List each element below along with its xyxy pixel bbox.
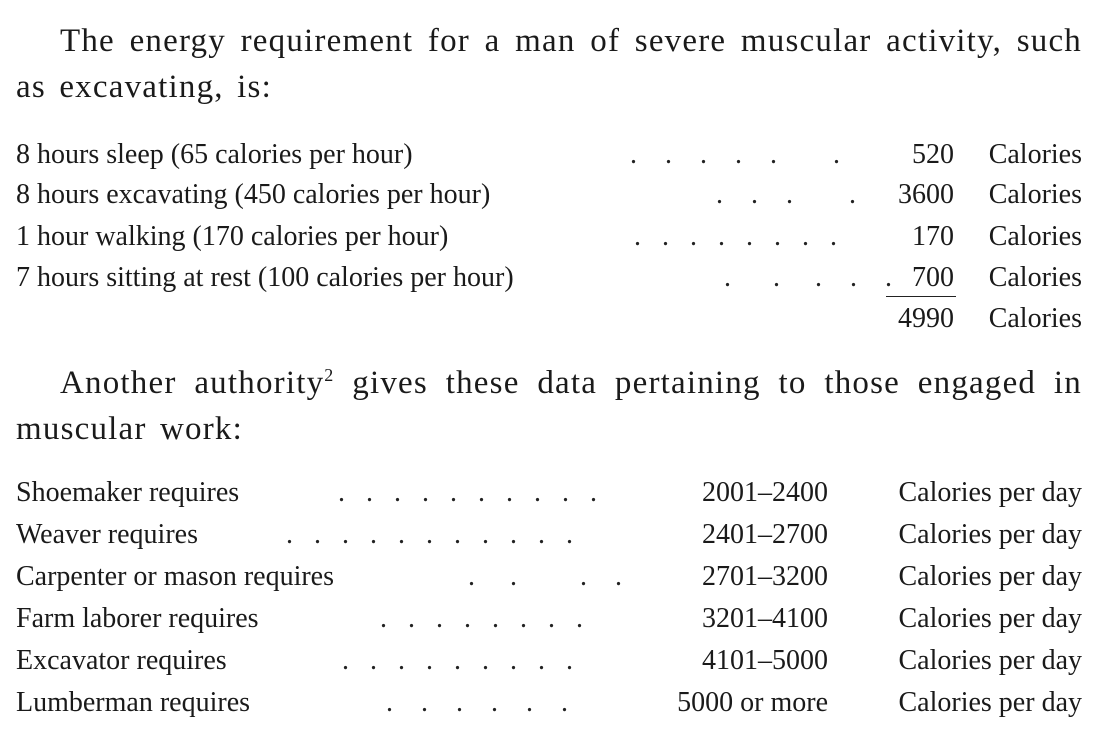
occupation-row-lumberman xyxy=(16,684,1082,722)
intro-paragraph: The energy requirement for a man of severe muscular activity, such as excavating, is: xyxy=(16,23,1082,105)
leader-dots: . . . . . . . . xyxy=(380,603,583,634)
leader-dots: . . . . . . . . . . . xyxy=(286,519,573,550)
breakdown-amount: 700 xyxy=(912,262,954,293)
breakdown-total-amount: 4990 xyxy=(898,303,954,334)
breakdown-total-unit: Calories xyxy=(988,303,1082,334)
breakdown-unit: Calories xyxy=(988,139,1082,170)
breakdown-row-walking xyxy=(16,218,1082,256)
occupation-label: Weaver requires xyxy=(16,519,198,550)
occupation-label: Farm laborer requires xyxy=(16,603,259,634)
sum-rule xyxy=(886,296,956,297)
breakdown-unit: Calories xyxy=(988,262,1082,293)
occupation-range: 5000 or more xyxy=(677,687,828,718)
second-paragraph xyxy=(16,360,1082,452)
occupation-label: Lumberman requires xyxy=(16,687,251,718)
occupation-unit: Calories per day xyxy=(898,561,1082,592)
second-paragraph-lead: Another authority xyxy=(60,365,325,401)
breakdown-label: 8 hours sleep (65 calories per hour) xyxy=(16,139,413,170)
leader-dots: . . . . . . xyxy=(386,687,568,718)
occupation-range: 2401–2700 xyxy=(702,519,828,550)
occupation-label: Excavator requires xyxy=(16,645,227,676)
occupation-unit: Calories per day xyxy=(898,519,1082,550)
footnote-mark: 2 xyxy=(324,365,335,385)
occupation-range: 2001–2400 xyxy=(702,477,828,508)
breakdown-label: 1 hour walking (170 calories per hour) xyxy=(16,221,449,252)
leader-dots: . . . . . . . . . xyxy=(342,645,573,676)
occupation-range: 3201–4100 xyxy=(702,603,828,634)
breakdown-total-row xyxy=(16,300,1082,338)
breakdown-amount: 520 xyxy=(912,139,954,170)
leader-dots: . . . . . . xyxy=(630,139,840,170)
occupation-label: Shoemaker requires xyxy=(16,477,240,508)
breakdown-amount: 3600 xyxy=(898,179,954,210)
occupation-row-farm-laborer xyxy=(16,600,1082,638)
leader-dots: . . . . xyxy=(716,179,856,210)
occupation-row-shoemaker xyxy=(16,474,1082,512)
occupation-row-carpenter xyxy=(16,558,1082,596)
occupation-range: 2701–3200 xyxy=(702,561,828,592)
occupation-unit: Calories per day xyxy=(898,603,1082,634)
breakdown-label: 7 hours sitting at rest (100 calories per hour) xyxy=(16,262,514,293)
breakdown-row-sleep xyxy=(16,136,1082,174)
breakdown-unit: Calories xyxy=(988,221,1082,252)
breakdown-unit: Calories xyxy=(988,179,1082,210)
occupation-unit: Calories per day xyxy=(898,645,1082,676)
leader-dots: . . . . . xyxy=(724,262,892,293)
breakdown-row-sitting xyxy=(16,259,1082,297)
occupation-row-excavator xyxy=(16,642,1082,680)
occupation-row-weaver xyxy=(16,516,1082,554)
breakdown-label: 8 hours excavating (450 calories per hour) xyxy=(16,179,491,210)
breakdown-amount: 170 xyxy=(912,221,954,252)
leader-dots: . . . . . . . . . . xyxy=(338,477,597,508)
occupation-unit: Calories per day xyxy=(898,687,1082,718)
occupation-range: 4101–5000 xyxy=(702,645,828,676)
occupation-label: Carpenter or mason requires xyxy=(16,561,334,592)
occupation-unit: Calories per day xyxy=(898,477,1082,508)
second-paragraph-rest: gives these data pertaining to those engaged in muscular work: xyxy=(16,365,1082,447)
leader-dots: . . . . . . . . xyxy=(634,221,837,252)
leader-dots: . . . . xyxy=(468,561,622,592)
breakdown-row-excavating xyxy=(16,176,1082,214)
